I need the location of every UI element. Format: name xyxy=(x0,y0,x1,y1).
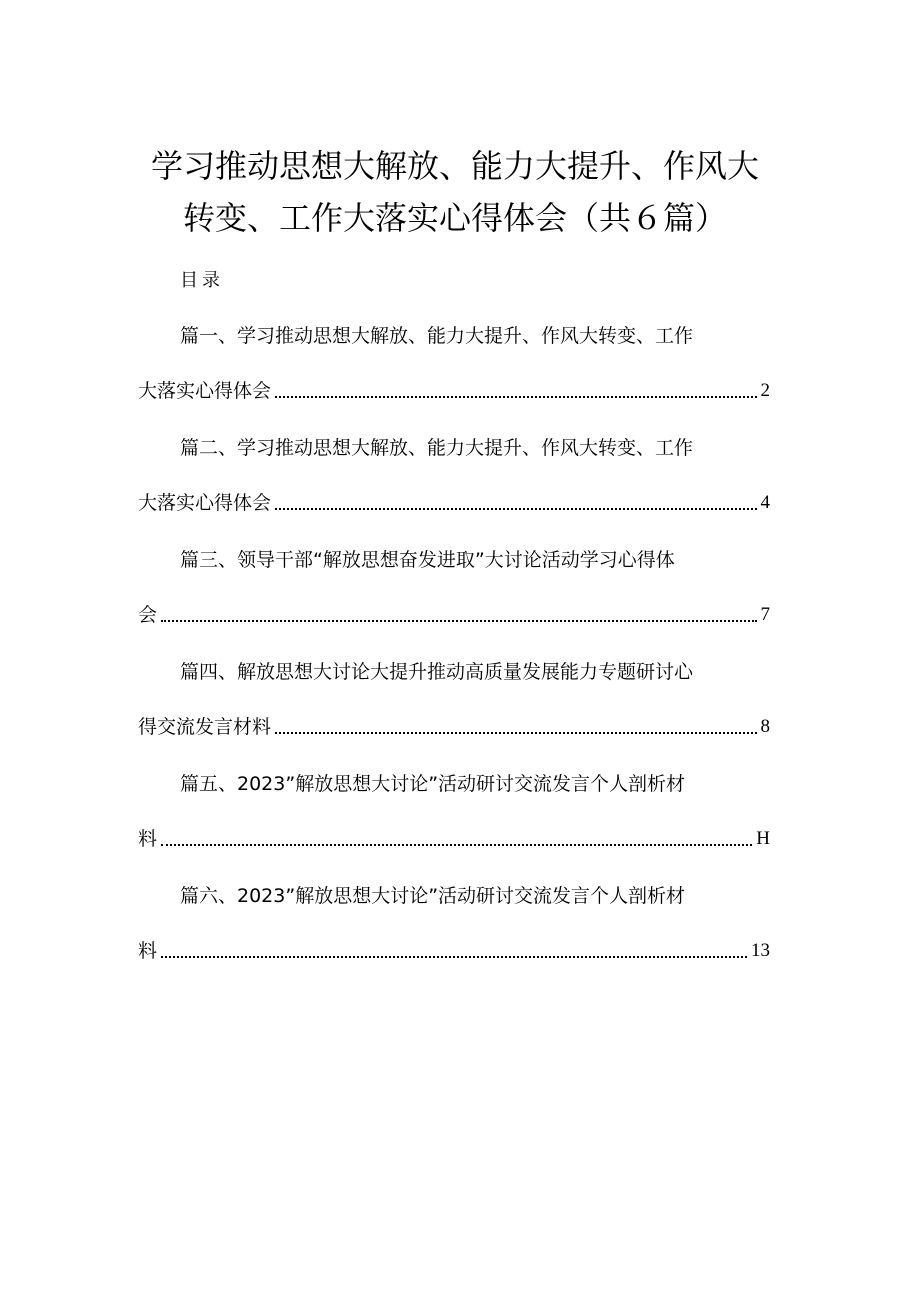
title-line-1: 学习推动思想大解放、能力大提升、作风大 xyxy=(150,147,759,185)
toc-entry-title: 篇二、学习推动思想大解放、能力大提升、作风大转变、工作 xyxy=(180,437,694,459)
toc-leader-dots xyxy=(161,836,752,846)
toc-page-number: 13 xyxy=(751,940,770,961)
toc-entry[interactable] xyxy=(138,322,770,405)
toc-entry-title: 篇六、2023”解放思想大讨论”活动研讨交流发言个人剖析材 xyxy=(180,885,686,907)
title-line-2: 转变、工作大落实心得体会（共６篇） xyxy=(182,199,727,237)
toc-page-number: 4 xyxy=(760,492,770,513)
toc-entry-title-cont: 会 xyxy=(138,604,158,626)
toc-entry-title: 篇四、解放思想大讨论大提升推动高质量发展能力专题研讨心 xyxy=(180,661,694,683)
toc-leader-dots xyxy=(275,724,756,734)
toc-entry[interactable] xyxy=(138,434,770,517)
toc-entry-title: 篇一、学习推动思想大解放、能力大提升、作风大转变、工作 xyxy=(180,325,694,347)
toc-heading: 目录 xyxy=(180,270,224,291)
toc-leader-dots xyxy=(275,388,756,398)
toc-entry-title-cont: 大落实心得体会 xyxy=(138,492,272,514)
toc-page-number: 7 xyxy=(760,604,770,625)
document-title xyxy=(110,140,800,244)
toc-entry-title-cont: 料 xyxy=(138,940,158,962)
toc-entry-title-cont: 大落实心得体会 xyxy=(138,380,272,402)
toc-leader-dots xyxy=(275,500,756,510)
toc-page-number: 2 xyxy=(760,380,770,401)
toc-entry[interactable] xyxy=(138,546,770,629)
toc-entry-title-cont: 得交流发言材料 xyxy=(138,716,272,738)
toc-leader-dots xyxy=(161,612,756,622)
toc-entry-title: 篇三、领导干部“解放思想奋发进取”大讨论活动学习心得体 xyxy=(180,549,675,571)
toc-leader-dots xyxy=(161,948,747,958)
toc-page-number: 8 xyxy=(760,716,770,737)
toc-page-number: H xyxy=(756,828,770,849)
toc-entry-title: 篇五、2023”解放思想大讨论”活动研讨交流发言个人剖析材 xyxy=(180,773,686,795)
toc-entry[interactable] xyxy=(138,658,770,741)
toc-entry[interactable] xyxy=(138,882,770,965)
toc-entry-title-cont: 料 xyxy=(138,828,158,850)
toc-entry[interactable] xyxy=(138,770,770,853)
